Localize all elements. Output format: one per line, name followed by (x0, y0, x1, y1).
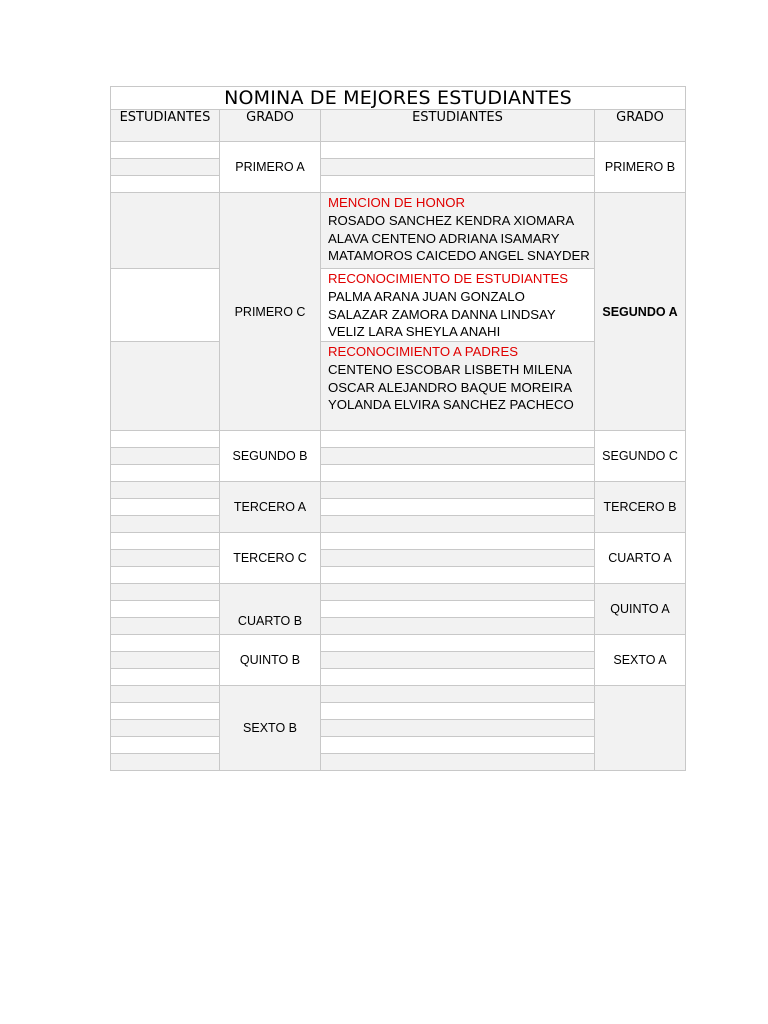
table-row (110, 430, 220, 448)
table-row (110, 702, 220, 720)
table-row (110, 141, 220, 159)
table-row (320, 651, 595, 669)
grade-primero-a: PRIMERO A (219, 141, 321, 193)
table-row (110, 549, 220, 567)
table-row (320, 430, 595, 448)
table-row (110, 515, 220, 533)
grade-cuarto-b: CUARTO B (219, 583, 321, 635)
student-name: OSCAR ALEJANDRO BAQUE MOREIRA (328, 379, 573, 395)
table-row (110, 719, 220, 737)
section-heading: RECONOCIMIENTO DE ESTUDIANTES (328, 271, 569, 286)
table-title: NOMINA DE MEJORES ESTUDIANTES (110, 86, 686, 110)
students-table (110, 86, 686, 771)
student-name: ALAVA CENTENO ADRIANA ISAMARY (328, 230, 560, 246)
table-row (110, 158, 220, 176)
empty-grade-cell (594, 685, 686, 771)
table-row (320, 736, 595, 754)
table-row (110, 736, 220, 754)
table-row (320, 566, 595, 584)
section-heading: RECONOCIMIENTO A PADRES (328, 344, 519, 359)
table-row (110, 566, 220, 584)
table-row (320, 175, 595, 193)
table-row (110, 583, 220, 601)
table-row (320, 719, 595, 737)
table-row (320, 617, 595, 635)
table-row (320, 532, 595, 550)
student-name: CENTENO ESCOBAR LISBETH MILENA (328, 361, 573, 377)
table-row (110, 341, 220, 431)
table-row (110, 481, 220, 499)
header-estudiantes-1: ESTUDIANTES (110, 109, 220, 142)
table-row (320, 158, 595, 176)
table-row (110, 175, 220, 193)
grade-primero-c: PRIMERO C (219, 192, 321, 431)
table-row (110, 753, 220, 771)
table-row (320, 549, 595, 567)
table-row (110, 192, 220, 269)
student-name: PALMA ARANA JUAN GONZALO (328, 288, 525, 304)
table-row (320, 447, 595, 465)
grade-quinto-a: QUINTO A (594, 583, 686, 635)
table-row (110, 617, 220, 635)
header-grado-1: GRADO (219, 109, 321, 142)
table-row (110, 668, 220, 686)
table-row (320, 515, 595, 533)
table-row (110, 600, 220, 618)
student-name: MATAMOROS CAICEDO ANGEL SNAYDER (328, 248, 590, 264)
grade-tercero-b: TERCERO B (594, 481, 686, 533)
table-row (320, 481, 595, 499)
grade-quinto-b: QUINTO B (219, 634, 321, 686)
table-row (110, 447, 220, 465)
header-grado-2: GRADO (594, 109, 686, 142)
student-name: YOLANDA ELVIRA SANCHEZ PACHECO (328, 397, 574, 413)
table-row (110, 685, 220, 703)
table-row (320, 600, 595, 618)
grade-sexto-a: SEXTO A (594, 634, 686, 686)
table-row (320, 583, 595, 601)
grade-segundo-b: SEGUNDO B (219, 430, 321, 482)
table-row (110, 498, 220, 516)
grade-segundo-a: SEGUNDO A (594, 192, 686, 431)
table-row (110, 464, 220, 482)
grade-tercero-c: TERCERO C (219, 532, 321, 584)
table-row (110, 651, 220, 669)
section-mencion-de-honor (320, 192, 595, 269)
table-row (320, 753, 595, 771)
section-reconocimiento-padres (320, 341, 595, 431)
grade-primero-b: PRIMERO B (594, 141, 686, 193)
table-row (320, 141, 595, 159)
student-name: VELIZ LARA SHEYLA ANAHI (328, 324, 501, 340)
grade-sexto-b: SEXTO B (219, 685, 321, 771)
student-name: SALAZAR ZAMORA DANNA LINDSAY (328, 306, 556, 322)
table-row (320, 668, 595, 686)
grade-segundo-c: SEGUNDO C (594, 430, 686, 482)
table-row (320, 498, 595, 516)
table-row (110, 268, 220, 342)
grade-cuarto-a: CUARTO A (594, 532, 686, 584)
table-row (320, 702, 595, 720)
table-row (320, 685, 595, 703)
section-reconocimiento-estudiantes (320, 268, 595, 342)
grade-tercero-a: TERCERO A (219, 481, 321, 533)
table-row (110, 532, 220, 550)
section-heading: MENCION DE HONOR (328, 195, 466, 210)
student-name: ROSADO SANCHEZ KENDRA XIOMARA (328, 212, 575, 228)
table-row (110, 634, 220, 652)
table-row (320, 634, 595, 652)
table-row (320, 464, 595, 482)
header-estudiantes-2: ESTUDIANTES (320, 109, 595, 142)
